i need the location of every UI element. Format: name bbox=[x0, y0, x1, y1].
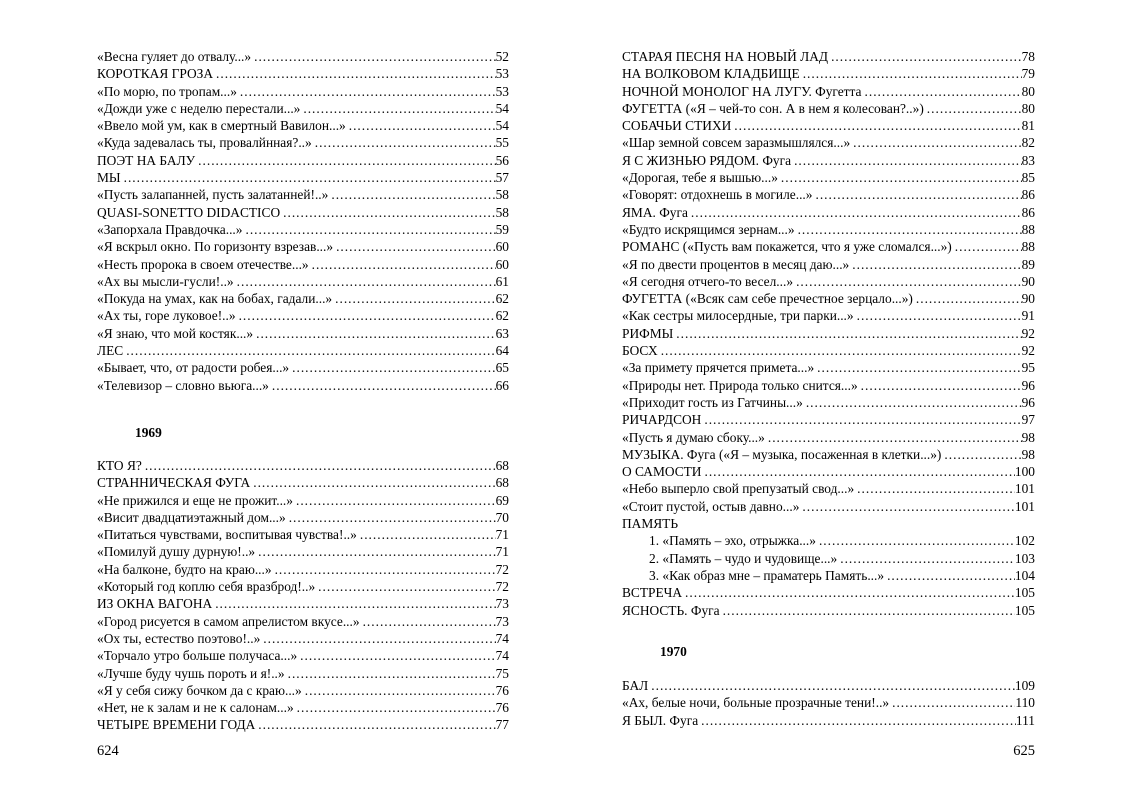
toc-entry-title: «Нет, не к залам и не к салонам...» bbox=[97, 700, 294, 716]
toc-entry bbox=[622, 65, 1035, 82]
toc-entry-title: СТРАННИЧЕСКАЯ ФУГА bbox=[97, 475, 251, 491]
dot-leader bbox=[294, 699, 496, 716]
toc-entry-title: «Стоит пустой, остыв давно...» bbox=[622, 498, 800, 514]
toc-entry-page: 79 bbox=[1021, 66, 1035, 82]
toc-entry-page: 77 bbox=[495, 717, 509, 733]
toc-entry-page: 74 bbox=[495, 648, 509, 664]
toc-entry bbox=[97, 359, 509, 376]
dot-leader bbox=[812, 186, 1021, 203]
toc-entry-title: «Приходит гость из Гатчины...» bbox=[622, 394, 803, 410]
toc-entry-title: «Ввело мой ум, как в смертный Вавилон...» bbox=[97, 118, 346, 134]
toc-entry-title: «Ах, белые ночи, больные прозрачные тени!..» bbox=[622, 695, 890, 711]
toc-entry-title: «Несть пророка в своем отечестве...» bbox=[97, 256, 309, 272]
dot-leader bbox=[357, 526, 496, 543]
toc-entry bbox=[622, 602, 1035, 619]
toc-entry-title: «Запорхала Правдочка...» bbox=[97, 221, 243, 237]
toc-entry-title: QUASI-SONETTO DIDACTICO bbox=[97, 204, 281, 220]
toc-entry-page: 70 bbox=[495, 509, 509, 525]
dot-leader bbox=[250, 474, 495, 491]
toc-entry-title: «Шар земной совсем заразмышлялся...» bbox=[622, 135, 851, 151]
toc-entry bbox=[97, 204, 509, 221]
toc-list bbox=[97, 457, 509, 734]
toc-entry-page: 105 bbox=[1014, 602, 1035, 618]
toc-entry-title: НОЧНОЙ МОНОЛОГ НА ЛУГУ. Фугетта bbox=[622, 83, 862, 99]
toc-entry-page: 64 bbox=[495, 343, 509, 359]
toc-entry bbox=[97, 613, 509, 630]
toc-entry-page: 97 bbox=[1021, 412, 1035, 428]
toc-entry bbox=[622, 359, 1035, 376]
dot-leader bbox=[814, 359, 1021, 376]
toc-entry bbox=[97, 630, 509, 647]
toc-entry-title: РИФМЫ bbox=[622, 325, 674, 341]
dot-leader bbox=[673, 325, 1021, 342]
toc-entry bbox=[622, 532, 1035, 549]
dot-leader bbox=[799, 498, 1015, 515]
dot-leader bbox=[213, 65, 496, 82]
toc-entry-title: «Ох ты, естество поэтово!..» bbox=[97, 630, 261, 646]
dot-leader bbox=[289, 359, 495, 376]
toc-entry-page: 60 bbox=[495, 239, 509, 255]
toc-entry-page: 69 bbox=[495, 492, 509, 508]
toc-entry-page: 90 bbox=[1021, 273, 1035, 289]
toc-entry bbox=[97, 474, 509, 491]
toc-entry bbox=[97, 273, 509, 290]
toc-entry-page: 58 bbox=[495, 187, 509, 203]
toc-entry-page: 53 bbox=[495, 83, 509, 99]
dot-leader bbox=[854, 307, 1022, 324]
dot-leader bbox=[360, 613, 496, 630]
toc-entry bbox=[622, 584, 1035, 601]
toc-entry bbox=[97, 665, 509, 682]
toc-entry-title: «Говорят: отдохнешь в могиле...» bbox=[622, 187, 813, 203]
dot-leader bbox=[285, 665, 496, 682]
toc-entry bbox=[622, 169, 1035, 186]
toc-entry bbox=[97, 325, 509, 342]
toc-entry-page: 80 bbox=[1021, 83, 1035, 99]
toc-entry-page: 57 bbox=[495, 170, 509, 186]
toc-entry-page: 86 bbox=[1021, 204, 1035, 220]
toc-entry-title: 1. «Память – эхо, отрыжка...» bbox=[649, 533, 816, 549]
toc-entry-title: ИЗ ОКНА ВАГОНА bbox=[97, 596, 213, 612]
toc-entry-title: «Я сегодня отчего-то весел...» bbox=[622, 273, 794, 289]
toc-entry-page: 95 bbox=[1021, 360, 1035, 376]
toc-entry-page: 71 bbox=[495, 527, 509, 543]
toc-entry-page: 98 bbox=[1021, 446, 1035, 462]
toc-entry-page: 82 bbox=[1021, 135, 1035, 151]
toc-entry-title: «На балконе, будто на краю...» bbox=[97, 561, 272, 577]
toc-entry-page: 90 bbox=[1021, 291, 1035, 307]
toc-entry-page: 72 bbox=[495, 561, 509, 577]
dot-leader bbox=[884, 567, 1015, 584]
dot-leader bbox=[332, 290, 495, 307]
toc-entry-title: «Который год коплю себя вразброд!..» bbox=[97, 579, 316, 595]
toc-entry-title: ЯСНОСТЬ. Фуга bbox=[622, 602, 720, 618]
toc-entry-page: 104 bbox=[1014, 567, 1035, 583]
dot-leader bbox=[720, 602, 1015, 619]
dot-leader bbox=[791, 152, 1022, 169]
toc-entry bbox=[97, 238, 509, 255]
dot-leader bbox=[913, 290, 1022, 307]
toc-entry-page: 96 bbox=[1021, 394, 1035, 410]
toc-entry-title: «Дожди уже с неделю перестали...» bbox=[97, 100, 301, 116]
toc-entry bbox=[622, 712, 1035, 729]
toc-entry bbox=[622, 325, 1035, 342]
toc-entry-title: МУЗЫКА. Фуга («Я – музыка, посаженная в клетки...») bbox=[622, 446, 942, 462]
toc-entry-page: 101 bbox=[1014, 481, 1035, 497]
toc-entry bbox=[622, 256, 1035, 273]
toc-entry-page: 62 bbox=[495, 291, 509, 307]
toc-entry-title: «Пусть залапанней, пусть залатанней!..» bbox=[97, 187, 329, 203]
dot-leader bbox=[858, 377, 1022, 394]
dot-leader bbox=[854, 480, 1015, 497]
toc-entry-page: 102 bbox=[1014, 533, 1035, 549]
toc-entry-page: 109 bbox=[1014, 678, 1035, 693]
toc-entry-page: 92 bbox=[1021, 343, 1035, 359]
dot-leader bbox=[698, 712, 1016, 729]
toc-entry bbox=[97, 578, 509, 595]
toc-entry-page: 78 bbox=[1021, 49, 1035, 64]
dot-leader bbox=[121, 169, 496, 186]
dot-leader bbox=[658, 342, 1022, 359]
toc-entry-page: 88 bbox=[1021, 221, 1035, 237]
dot-leader bbox=[242, 221, 495, 238]
toc-entry bbox=[97, 134, 509, 151]
dot-leader bbox=[837, 550, 1015, 567]
toc-entry bbox=[97, 307, 509, 324]
toc-entry-title: «Куда задевалась ты, провалйнная?..» bbox=[97, 135, 312, 151]
toc-entry-page: 86 bbox=[1021, 187, 1035, 203]
toc-entry bbox=[97, 342, 509, 359]
toc-entry-page: 96 bbox=[1021, 377, 1035, 393]
toc-entry bbox=[622, 48, 1035, 65]
toc-entry-title: НА ВОЛКОВОМ КЛАДБИЩЕ bbox=[622, 66, 800, 82]
toc-entry bbox=[97, 186, 509, 203]
toc-entry bbox=[622, 117, 1035, 134]
dot-leader bbox=[212, 595, 495, 612]
toc-entry bbox=[97, 117, 509, 134]
toc-entry-page: 56 bbox=[495, 152, 509, 168]
toc-entry-title: МЫ bbox=[97, 170, 121, 186]
toc-entry bbox=[622, 152, 1035, 169]
toc-entry-title: РОМАНС («Пусть вам покажется, что я уже сломался...») bbox=[622, 239, 952, 255]
dot-leader bbox=[253, 325, 496, 342]
toc-entry bbox=[97, 561, 509, 578]
toc-entry-title: «Я у себя сижу бочком да с краю...» bbox=[97, 682, 302, 698]
toc-entry bbox=[97, 526, 509, 543]
dot-leader bbox=[255, 716, 495, 733]
toc-entry-page: 73 bbox=[495, 596, 509, 612]
toc-entry-page: 63 bbox=[495, 325, 509, 341]
dot-leader bbox=[312, 134, 496, 151]
dot-leader bbox=[828, 48, 1022, 65]
toc-entry bbox=[97, 100, 509, 117]
toc-entry-page: 111 bbox=[1015, 712, 1035, 728]
toc-entry-title: «Ах вы мысли-гусли!..» bbox=[97, 273, 234, 289]
toc-entry-title: «Висит двадцатиэтажный дом...» bbox=[97, 509, 286, 525]
toc-entry bbox=[97, 647, 509, 664]
toc-entry-title: «Бывает, что, от радости робея...» bbox=[97, 360, 290, 376]
toc-entry-page: 61 bbox=[495, 273, 509, 289]
toc-entry bbox=[97, 699, 509, 716]
toc-entry-title: «Помилуй душу дурную!..» bbox=[97, 544, 256, 560]
toc-entry-title: ФУГЕТТА («Я – чей-то сон. А в нем я колесован?..») bbox=[622, 100, 924, 116]
toc-entry bbox=[622, 377, 1035, 394]
toc-list bbox=[622, 48, 1035, 619]
toc-entry-title: «Будто искрящимся зернам...» bbox=[622, 221, 795, 237]
toc-entry-title: «Питаться чувствами, воспитывая чувства!..» bbox=[97, 527, 357, 543]
toc-entry-title: КОРОТКАЯ ГРОЗА bbox=[97, 66, 214, 82]
toc-entry-page: 66 bbox=[495, 377, 509, 393]
toc-entry-page: 68 bbox=[495, 458, 509, 473]
toc-entry-title: Я С ЖИЗНЬЮ РЯДОМ. Фуга bbox=[622, 152, 792, 168]
toc-entry bbox=[97, 543, 509, 560]
toc-entry bbox=[97, 290, 509, 307]
toc-entry-title: ЧЕТЫРЕ ВРЕМЕНИ ГОДА bbox=[97, 717, 256, 733]
toc-entry-page: 81 bbox=[1021, 118, 1035, 134]
toc-entry-title: «Я вскрыл окно. По горизонту взрезав...» bbox=[97, 239, 334, 255]
toc-entry-title: «Торчало утро больше получаса...» bbox=[97, 648, 298, 664]
toc-entry-title: БОСХ bbox=[622, 343, 658, 359]
toc-entry-page: 74 bbox=[495, 630, 509, 646]
dot-leader bbox=[333, 238, 496, 255]
toc-entry-page: 52 bbox=[495, 49, 509, 64]
toc-entry bbox=[97, 83, 509, 100]
toc-entry-title: ВСТРЕЧА bbox=[622, 585, 683, 601]
toc-entry bbox=[622, 677, 1035, 694]
dot-leader bbox=[682, 584, 1015, 601]
toc-entry bbox=[97, 152, 509, 169]
dot-leader bbox=[300, 100, 495, 117]
year-heading: 1969 bbox=[135, 425, 162, 440]
toc-entry-page: 71 bbox=[495, 544, 509, 560]
dot-leader bbox=[269, 377, 496, 394]
toc-entry-page: 54 bbox=[495, 100, 509, 116]
toc-entry bbox=[97, 492, 509, 509]
toc-entry bbox=[622, 134, 1035, 151]
toc-entry bbox=[622, 238, 1035, 255]
toc-entry bbox=[97, 509, 509, 526]
dot-leader bbox=[297, 647, 495, 664]
toc-entry-title: 2. «Память – чудо и чудовище...» bbox=[649, 550, 838, 566]
dot-leader bbox=[255, 543, 495, 560]
toc-entry-page: 72 bbox=[495, 579, 509, 595]
toc-entry bbox=[622, 480, 1035, 497]
dot-leader bbox=[849, 256, 1021, 273]
toc-entry-title: РИЧАРДСОН bbox=[622, 412, 702, 428]
toc-entry-page: 88 bbox=[1021, 239, 1035, 255]
toc-entry-title: О САМОСТИ bbox=[622, 464, 702, 480]
dot-leader bbox=[701, 411, 1021, 428]
dot-leader bbox=[260, 630, 495, 647]
toc-entry-page: 59 bbox=[495, 221, 509, 237]
toc-entry bbox=[622, 515, 1035, 532]
toc-entry-page: 103 bbox=[1014, 550, 1035, 566]
toc-entry-page: 83 bbox=[1021, 152, 1035, 168]
toc-entry-page: 98 bbox=[1021, 429, 1035, 445]
toc-entry bbox=[97, 595, 509, 612]
toc-entry bbox=[622, 186, 1035, 203]
toc-entry-page: 65 bbox=[495, 360, 509, 376]
toc-entry-title: Я БЫЛ. Фуга bbox=[622, 712, 699, 728]
toc-entry-page: 110 bbox=[1015, 695, 1035, 711]
toc-entry bbox=[97, 48, 509, 65]
toc-entry-title: ПОЭТ НА БАЛУ bbox=[97, 152, 196, 168]
dot-leader bbox=[800, 65, 1022, 82]
toc-entry bbox=[622, 694, 1035, 711]
toc-entry-page: 76 bbox=[495, 700, 509, 716]
dot-leader bbox=[793, 273, 1022, 290]
toc-entry-page: 76 bbox=[495, 682, 509, 698]
dot-leader bbox=[346, 117, 496, 134]
right-page bbox=[622, 0, 1035, 800]
toc-entry-page: 75 bbox=[495, 665, 509, 681]
page-number: 625 bbox=[1013, 743, 1035, 759]
toc-entry-title: «Дорогая, тебе я вышью...» bbox=[622, 170, 778, 186]
toc-entry-title: ЛЕС bbox=[97, 343, 124, 359]
dot-leader bbox=[941, 446, 1021, 463]
dot-leader bbox=[850, 134, 1021, 151]
toc-entry bbox=[622, 273, 1035, 290]
dot-leader bbox=[293, 492, 496, 509]
toc-entry-page: 55 bbox=[495, 135, 509, 151]
dot-leader bbox=[142, 457, 496, 474]
toc-list bbox=[97, 48, 509, 394]
toc-entry-page: 105 bbox=[1014, 585, 1035, 601]
toc-entry-title: «Природы нет. Природа только снится...» bbox=[622, 377, 858, 393]
toc-list bbox=[622, 677, 1035, 729]
toc-entry-title: «Я по двести процентов в месяц даю...» bbox=[622, 256, 850, 272]
toc-entry bbox=[622, 342, 1035, 359]
dot-leader bbox=[795, 221, 1022, 238]
toc-entry bbox=[97, 256, 509, 273]
toc-entry bbox=[622, 394, 1035, 411]
toc-entry bbox=[97, 221, 509, 238]
dot-leader bbox=[952, 238, 1022, 255]
toc-entry bbox=[622, 463, 1035, 480]
dot-leader bbox=[195, 152, 495, 169]
toc-entry-title: «Не прижился и еще не прожит...» bbox=[97, 492, 293, 508]
toc-entry-page: 73 bbox=[495, 613, 509, 629]
toc-entry-title: БАЛ bbox=[622, 678, 649, 693]
toc-entry-page: 53 bbox=[495, 66, 509, 82]
dot-leader bbox=[701, 463, 1014, 480]
dot-leader bbox=[280, 204, 495, 221]
toc-entry-title: ПАМЯТЬ bbox=[622, 516, 679, 532]
toc-entry bbox=[97, 65, 509, 82]
toc-entry-page: 68 bbox=[495, 475, 509, 491]
toc-entry-title: КТО Я? bbox=[97, 458, 142, 473]
toc-entry-title: ФУГЕТТА («Всяк сам себе пречестное зерцало...») bbox=[622, 291, 913, 307]
toc-entry-title: 3. «Как образ мне – праматерь Память...» bbox=[649, 567, 885, 583]
toc-entry bbox=[622, 446, 1035, 463]
toc-entry-title: «Покуда на умах, как на бобах, гадали...» bbox=[97, 291, 333, 307]
year-heading: 1970 bbox=[660, 644, 687, 659]
toc-entry bbox=[622, 567, 1035, 584]
dot-leader bbox=[862, 83, 1022, 100]
toc-entry bbox=[97, 716, 509, 733]
toc-entry-title: «Телевизор – словно вьюга...» bbox=[97, 377, 269, 393]
toc-entry-title: СОБАЧЬИ СТИХИ bbox=[622, 118, 732, 134]
toc-entry bbox=[97, 377, 509, 394]
toc-entry-title: «Ах ты, горе луковое!..» bbox=[97, 308, 236, 324]
toc-entry-page: 85 bbox=[1021, 170, 1035, 186]
dot-leader bbox=[803, 394, 1022, 411]
toc-entry bbox=[622, 550, 1035, 567]
dot-leader bbox=[889, 694, 1015, 711]
toc-entry bbox=[622, 307, 1035, 324]
dot-leader bbox=[731, 117, 1021, 134]
dot-leader bbox=[648, 677, 1015, 694]
toc-entry-page: 60 bbox=[495, 256, 509, 272]
toc-entry-page: 101 bbox=[1014, 498, 1035, 514]
left-page bbox=[97, 0, 509, 800]
dot-leader bbox=[328, 186, 495, 203]
toc-entry-page: 89 bbox=[1021, 256, 1035, 272]
dot-leader bbox=[251, 48, 496, 65]
dot-leader bbox=[236, 307, 496, 324]
dot-leader bbox=[924, 100, 1022, 117]
dot-leader bbox=[315, 578, 495, 595]
toc-entry-title: «Я знаю, что мой костяк...» bbox=[97, 325, 254, 341]
dot-leader bbox=[123, 342, 495, 359]
page-number: 624 bbox=[97, 743, 119, 759]
toc-entry-page: 100 bbox=[1014, 464, 1035, 480]
toc-entry-title: «Город рисуется в самом апрелистом вкусе...» bbox=[97, 613, 360, 629]
toc-entry bbox=[622, 429, 1035, 446]
toc-entry-title: «По морю, по тропам...» bbox=[97, 83, 237, 99]
dot-leader bbox=[816, 532, 1015, 549]
dot-leader bbox=[309, 256, 496, 273]
dot-leader bbox=[302, 682, 496, 699]
toc-entry-title: «Весна гуляет до отвалу...» bbox=[97, 49, 252, 64]
toc-entry bbox=[622, 290, 1035, 307]
toc-entry bbox=[622, 411, 1035, 428]
toc-entry-title: «Пусть я думаю сбоку...» bbox=[622, 429, 765, 445]
toc-entry bbox=[622, 100, 1035, 117]
dot-leader bbox=[765, 429, 1022, 446]
toc-entry-title: «За примету прячется примета...» bbox=[622, 360, 815, 376]
toc-entry-title: «Небо выперло свой препузатый свод...» bbox=[622, 481, 855, 497]
toc-entry bbox=[97, 169, 509, 186]
dot-leader bbox=[234, 273, 496, 290]
toc-entry-title: «Лучше буду чушь пороть и я!..» bbox=[97, 665, 285, 681]
toc-entry-title: ЯМА. Фуга bbox=[622, 204, 688, 220]
toc-entry bbox=[97, 682, 509, 699]
toc-entry-page: 80 bbox=[1021, 100, 1035, 116]
toc-entry-page: 58 bbox=[495, 204, 509, 220]
dot-leader bbox=[237, 83, 496, 100]
toc-entry bbox=[97, 457, 509, 474]
dot-leader bbox=[286, 509, 496, 526]
toc-entry-title: «Как сестры милосердные, три парки...» bbox=[622, 308, 854, 324]
toc-entry-title: СТАРАЯ ПЕСНЯ НА НОВЫЙ ЛАД bbox=[622, 49, 829, 64]
toc-entry bbox=[622, 83, 1035, 100]
toc-entry-page: 92 bbox=[1021, 325, 1035, 341]
toc-entry-page: 62 bbox=[495, 308, 509, 324]
toc-entry-page: 91 bbox=[1021, 308, 1035, 324]
toc-entry-page: 54 bbox=[495, 118, 509, 134]
toc-entry bbox=[622, 204, 1035, 221]
toc-entry bbox=[622, 221, 1035, 238]
toc-entry bbox=[622, 498, 1035, 515]
dot-leader bbox=[688, 204, 1022, 221]
dot-leader bbox=[778, 169, 1022, 186]
dot-leader bbox=[272, 561, 496, 578]
